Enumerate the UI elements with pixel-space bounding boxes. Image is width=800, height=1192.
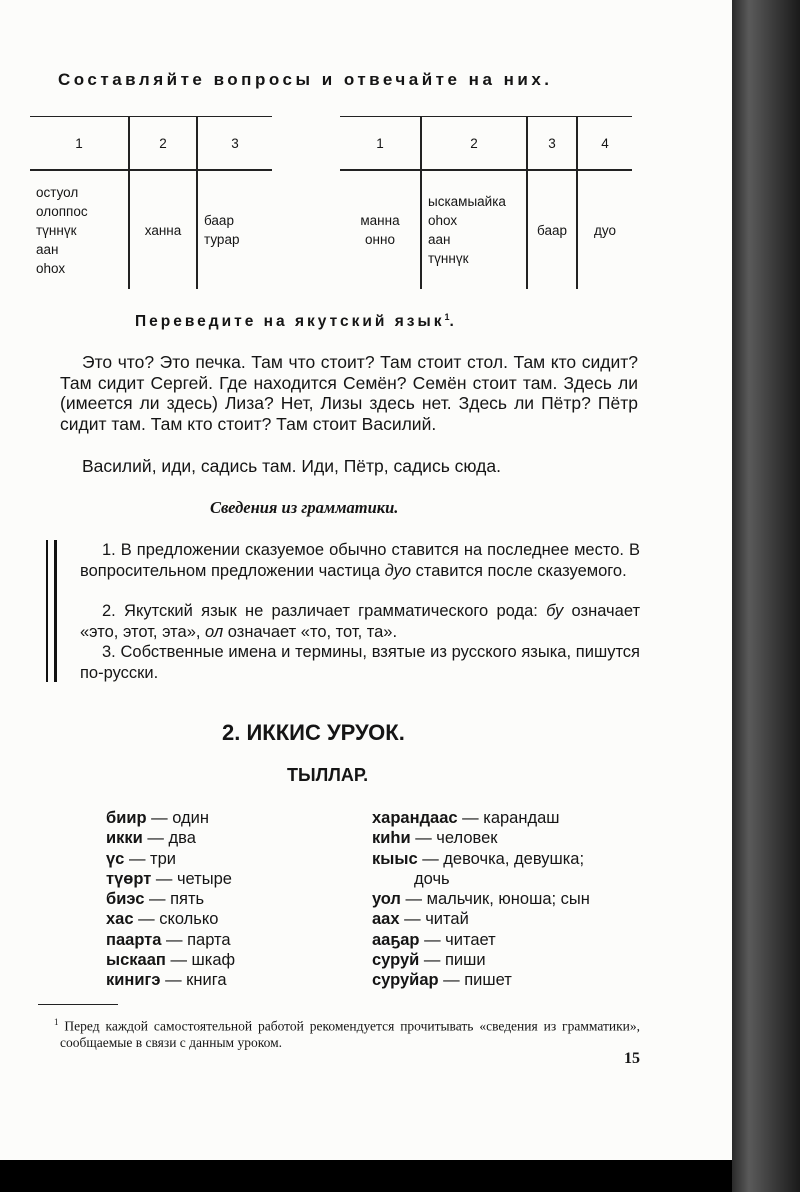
vocabulary-list-left [106, 808, 235, 991]
table1-col3-cell [197, 170, 272, 289]
vocab-item: харандаас — карандаш [372, 809, 560, 827]
translate-paragraph-2: Василий, иди, садись там. Иди, Пётр, садись сюда. [82, 456, 501, 476]
substitution-table-1 [30, 116, 272, 289]
grammar-margin-bar [46, 540, 57, 682]
vocab-item: биир — один [106, 809, 210, 827]
lesson-title: 2. ИККИС УРУОК. [222, 720, 405, 745]
table2-col1-cell [340, 170, 421, 289]
footnote-divider [38, 1004, 118, 1005]
grammar-item-1-text: 1. В предложении сказуемое обычно ставится на последнее место. В вопросительном предложении частица [80, 541, 640, 580]
table2-header-3: 3 [527, 117, 577, 171]
grammar-item-2-mid: означает «это, этот, эта», [80, 602, 640, 641]
translate-heading-text: Переведите на якутский язык [135, 313, 445, 331]
table1-word: түннүк [36, 222, 77, 238]
vocab-item: биэс — пять [106, 890, 205, 909]
table1-word: оһох [36, 260, 66, 276]
vocab-item: суруйар — пишет [372, 971, 512, 990]
table1-header-2: 2 [129, 117, 197, 171]
table1-header-3: 3 [197, 117, 272, 171]
exercise-heading-translate: Переведите на якутский язык$^1$. [135, 312, 457, 331]
grammar-item-2-word-bu: бу [546, 602, 564, 620]
vocab-item: түөрт — четыре [106, 869, 232, 888]
grammar-item-1 [80, 540, 640, 581]
vocab-item: аах — читай [372, 910, 469, 929]
table2-word: дуо [594, 222, 616, 238]
vocab-item: ааҕар — читает [372, 930, 496, 949]
table1-header-1: 1 [30, 117, 129, 171]
table1-word: турар [204, 232, 240, 247]
substitution-table-2 [340, 116, 632, 289]
table2-word: манна [360, 213, 400, 228]
vocab-item: киһи — человек [372, 829, 498, 848]
vocab-item: ыскаап — шкаф [106, 951, 236, 970]
table2-col4-cell [577, 170, 632, 289]
table2-word: аан [428, 232, 451, 247]
page-number: 15 [624, 1050, 640, 1067]
table1-word: ханна [144, 222, 182, 238]
table2-header-4: 4 [577, 117, 632, 171]
grammar-item-2-text: 2. Якутский язык не различает грамматического рода: [102, 602, 547, 620]
table2-word: онно [365, 232, 395, 247]
vocab-item: үс — три [106, 849, 176, 868]
grammar-item-2 [80, 601, 640, 642]
table2-col2-cell [421, 170, 527, 289]
footnote-text: Перед каждой самостоятельной работой рекомендуется прочитывать «сведения из грамматики», сообщаемые в связи с данным уроком. [60, 1018, 641, 1050]
vocab-item: икки — два [106, 829, 196, 848]
grammar-item-3: 3. Собственные имена и термины, взятые из русского языка, пишутся по-русски. [80, 643, 640, 682]
vocab-item: паарта — парта [106, 930, 231, 949]
exercise-heading-questions: Составляйте вопросы и отвечайте на них. [58, 70, 553, 89]
grammar-item-2-word-ol: ол [205, 622, 224, 641]
table2-word: ыскамыайка [428, 194, 506, 209]
vocabulary-list-right [372, 808, 590, 991]
table2-word: оһох [428, 213, 458, 228]
vocab-item: уол — мальчик, юноша; сын [372, 890, 590, 909]
vocab-item-continuation: дочь [414, 869, 450, 888]
grammar-heading: Сведения из грамматики. [210, 498, 399, 517]
vocab-item: кыыс — девочка, девушка; [372, 849, 585, 868]
table2-header-1: 1 [340, 117, 421, 171]
table2-word: баар [537, 222, 567, 238]
table2-header-2: 2 [421, 117, 527, 171]
table1-word: олоппос [36, 203, 88, 219]
grammar-item-2-tail: означает «то, тот, та». [223, 622, 398, 641]
grammar-item-1-tail: ставится после сказуемого. [411, 561, 627, 580]
footnote-reference: 1 [444, 312, 450, 322]
table1-word: аан [36, 241, 59, 257]
page-edge-shadow [732, 0, 800, 1192]
table1-col1-cell [30, 170, 129, 289]
table1-word: баар [204, 213, 234, 228]
table1-col2-cell [129, 170, 197, 289]
table2-col3-cell [527, 170, 577, 289]
table1-word: остуол [36, 184, 79, 200]
footnote: $^1$ Перед каждой самостоятельной работой рекомендуется прочитывать «сведения из грамматики», сообщаемые в связи с данным уроком. [54, 1017, 641, 1050]
vocab-item: хас — сколько [106, 910, 219, 929]
grammar-item-1-word: дуо [384, 561, 412, 580]
vocab-item: кинигэ — книга [106, 971, 227, 990]
table2-word: түннүк [428, 251, 469, 266]
vocabulary-title: ТЫЛЛАР. [287, 765, 369, 785]
vocab-item: суруй — пиши [372, 951, 486, 970]
translate-paragraph-1: Это что? Это печка. Там что стоит? Там стоит стол. Там кто сидит? Там сидит Сергей. Где находится Семён? Семён стоит там. Здесь ли (имеется ли здесь) Лиза? Нет, Лизы здесь нет. Здесь ли Пётр? Пётр сидит там. Там кто стоит? Там стоит Василий. [60, 352, 638, 434]
